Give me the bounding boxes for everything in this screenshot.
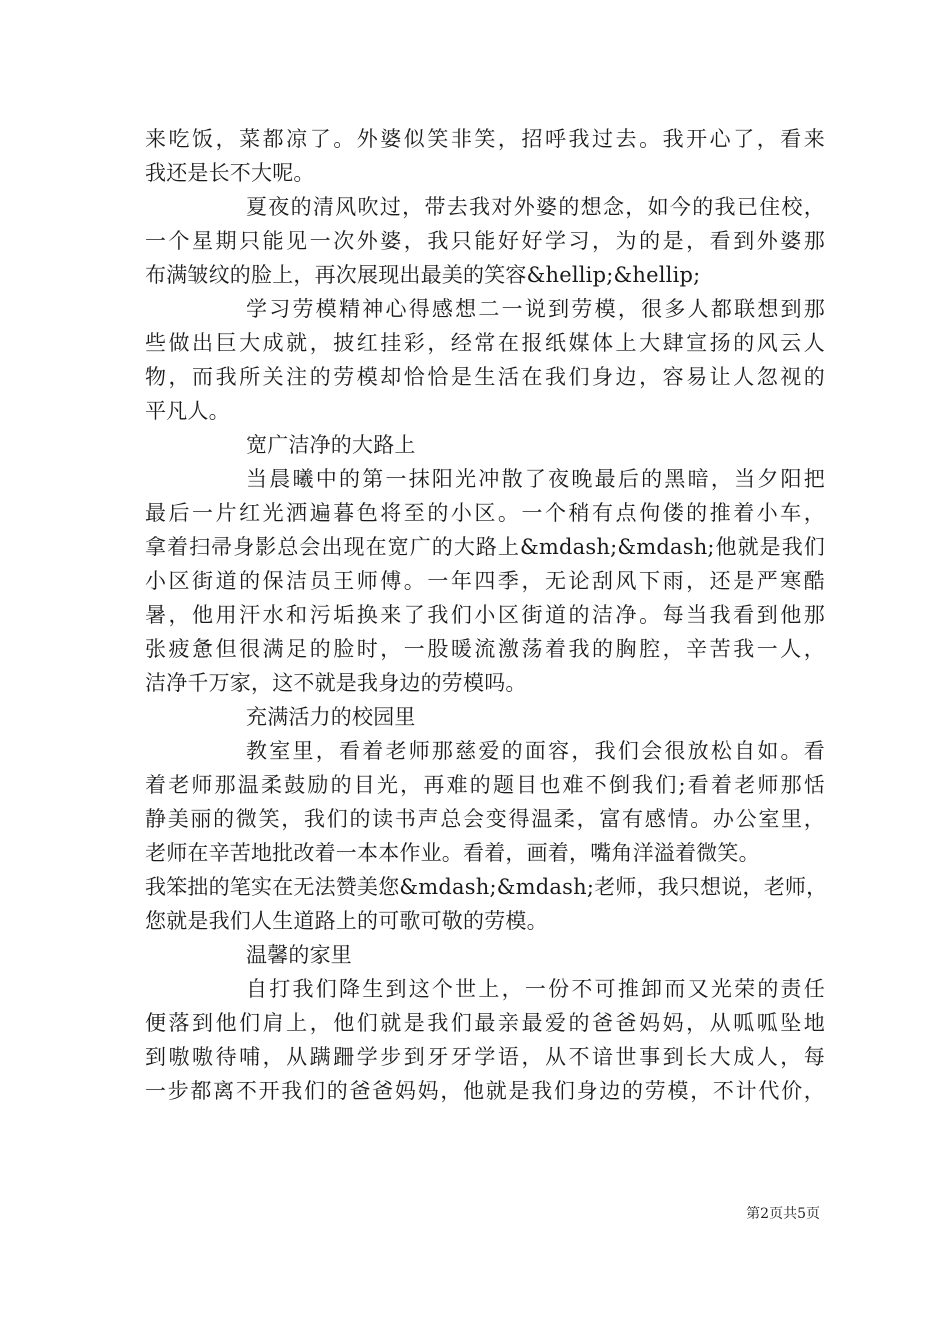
text-line: 些做出巨大成就，披红挂彩，经常在报纸媒体上大肆宣扬的风云人	[145, 331, 825, 355]
section-heading: 温馨的家里	[246, 943, 352, 967]
text-line: 物，而我所关注的劳模却恰恰是生活在我们身边，容易让人忽视的	[145, 365, 825, 389]
section-heading: 充满活力的校园里	[246, 705, 416, 729]
page-number-footer: 第2页共5页	[746, 1206, 820, 1222]
text-line: 到嗷嗷待哺，从蹒跚学步到牙牙学语，从不谙世事到长大成人，每	[145, 1045, 825, 1069]
text-line: 我还是长不大呢。	[145, 161, 315, 185]
text-line: 我笨拙的笔实在无法赞美您&mdash;&mdash;老师，我只想说，老师，	[145, 875, 828, 899]
paragraph-first-line: 夏夜的清风吹过，带去我对外婆的想念，如今的我已住校，	[246, 195, 825, 219]
text-line: 便落到他们肩上，他们就是我们最亲最爱的爸爸妈妈，从呱呱坠地	[145, 1011, 825, 1035]
text-line: 拿着扫帚身影总会出现在宽广的大路上&mdash;&mdash;他就是我们	[145, 535, 825, 559]
text-line: 最后一片红光洒遍暮色将至的小区。一个稍有点佝偻的推着小车，	[145, 501, 825, 525]
text-line: 老师在辛苦地批改着一本本作业。看着，画着，嘴角洋溢着微笑。	[145, 841, 760, 865]
text-line: 您就是我们人生道路上的可歌可敬的劳模。	[145, 909, 548, 933]
paragraph-first-line: 当晨曦中的第一抹阳光冲散了夜晚最后的黑暗，当夕阳把	[246, 467, 825, 491]
paragraph-first-line: 自打我们降生到这个世上，一份不可推卸而又光荣的责任	[246, 977, 825, 1001]
text-line: 洁净千万家，这不就是我身边的劳模吗。	[145, 671, 527, 695]
text-line: 张疲惫但很满足的脸时，一股暖流激荡着我的胸腔，辛苦我一人，	[145, 637, 825, 661]
text-line: 着老师那温柔鼓励的目光，再难的题目也难不倒我们;看着老师那恬	[145, 773, 825, 797]
section-heading: 宽广洁净的大路上	[246, 433, 416, 457]
text-line: 静美丽的微笑，我们的读书声总会变得温柔，富有感情。办公室里，	[145, 807, 825, 831]
paragraph-first-line: 教室里，看着老师那慈爱的面容，我们会很放松自如。看	[246, 739, 825, 763]
text-line: 来吃饭，菜都凉了。外婆似笑非笑，招呼我过去。我开心了，看来	[145, 127, 825, 151]
text-line: 平凡人。	[145, 399, 230, 423]
text-line: 一个星期只能见一次外婆，我只能好好学习，为的是，看到外婆那	[145, 229, 825, 253]
text-line: 暑，他用汗水和污垢换来了我们小区街道的洁净。每当我看到他那	[145, 603, 825, 627]
text-line: 一步都离不开我们的爸爸妈妈，他就是我们身边的劳模，不计代价，	[145, 1079, 825, 1103]
body-text	[145, 122, 828, 1108]
paragraph-first-line: 学习劳模精神心得感想二一说到劳模，很多人都联想到那	[246, 297, 825, 321]
text-line: 小区街道的保洁员王师傅。一年四季，无论刮风下雨，还是严寒酷	[145, 569, 825, 593]
text-line: 布满皱纹的脸上，再次展现出最美的笑容&hellip;&hellip;	[145, 263, 701, 287]
